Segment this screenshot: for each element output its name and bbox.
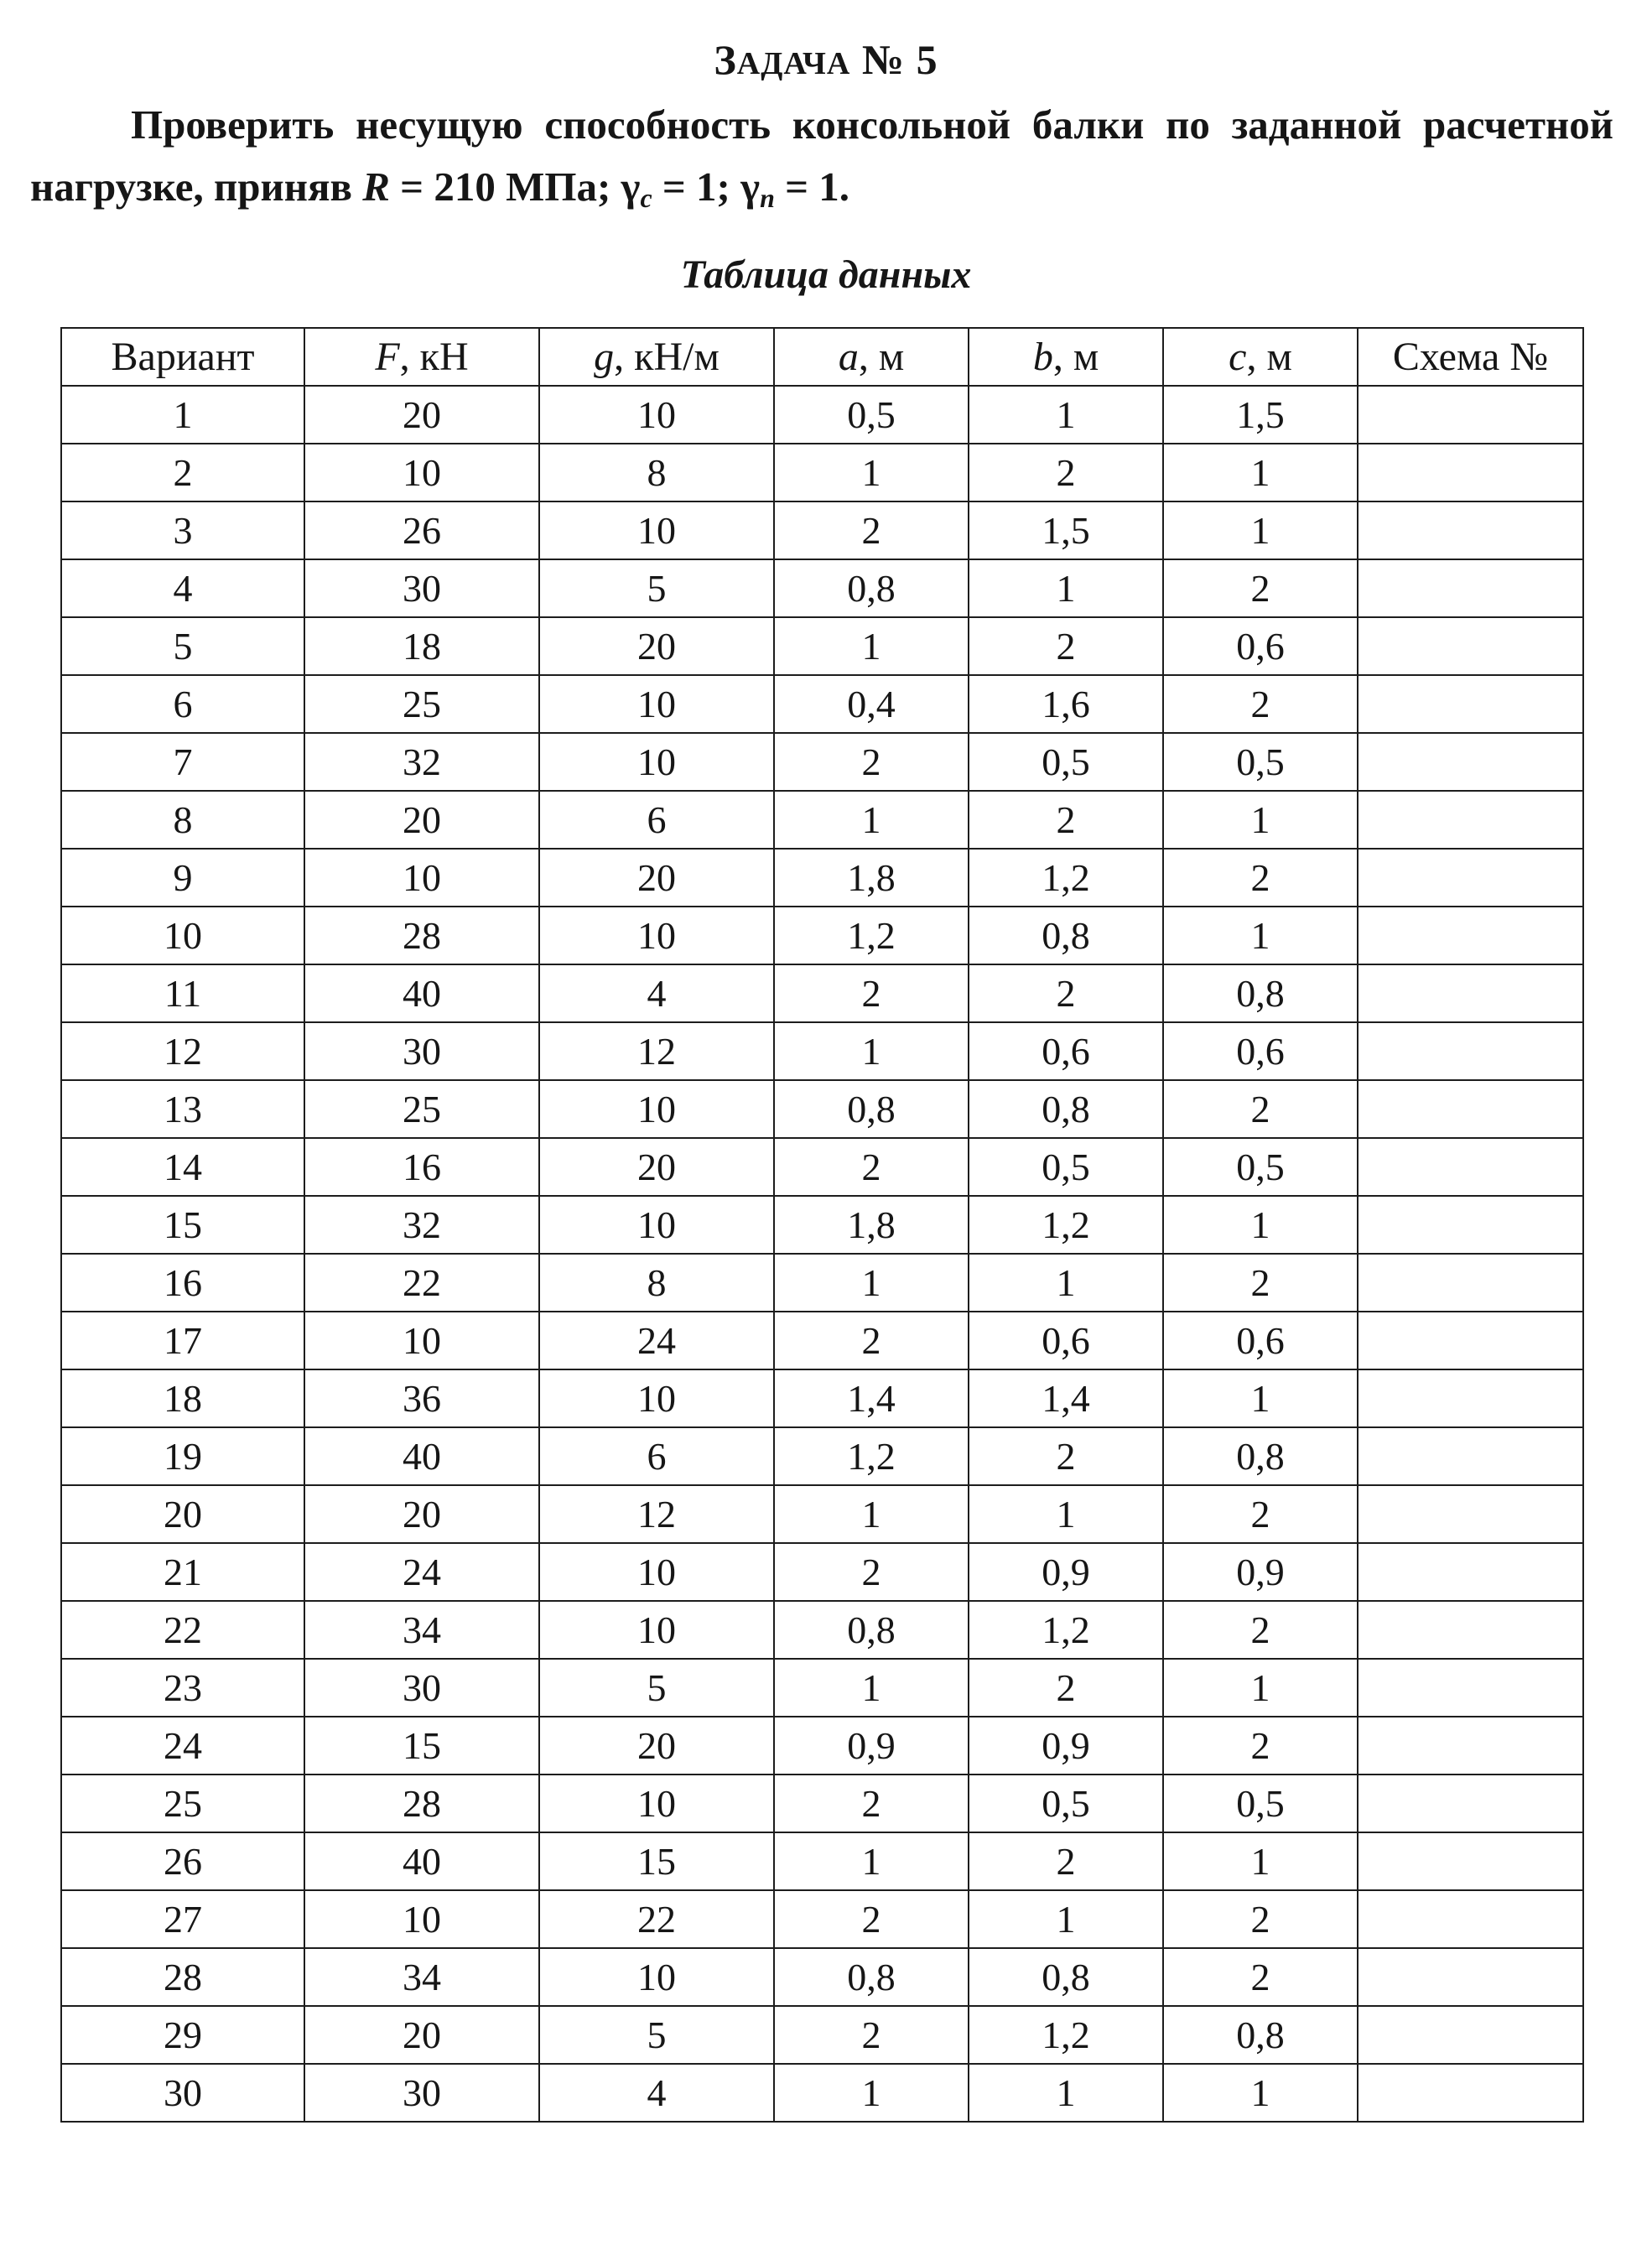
load-cell: 24 <box>539 1312 774 1369</box>
c-cell: 2 <box>1163 1948 1358 2006</box>
column-header-force <box>304 328 539 386</box>
scheme-cell <box>1358 444 1583 501</box>
c-cell: 2 <box>1163 675 1358 733</box>
force-cell: 20 <box>304 386 539 444</box>
a-cell: 0,8 <box>774 559 969 617</box>
force-cell: 28 <box>304 907 539 964</box>
variant-cell: 4 <box>61 559 304 617</box>
force-cell: 10 <box>304 1890 539 1948</box>
load-cell: 10 <box>539 1369 774 1427</box>
load-cell: 8 <box>539 1254 774 1312</box>
force-cell: 24 <box>304 1543 539 1601</box>
c-cell: 0,8 <box>1163 2006 1358 2064</box>
b-cell: 1,2 <box>969 1601 1163 1659</box>
c-cell: 2 <box>1163 1890 1358 1948</box>
c-cell: 2 <box>1163 1485 1358 1543</box>
variant-cell: 26 <box>61 1832 304 1890</box>
column-header-scheme <box>1358 328 1583 386</box>
scheme-cell <box>1358 1022 1583 1080</box>
b-cell: 0,8 <box>969 1080 1163 1138</box>
table-row <box>61 1138 1583 1196</box>
c-cell: 1 <box>1163 2064 1358 2122</box>
load-cell: 10 <box>539 1080 774 1138</box>
scheme-cell <box>1358 1601 1583 1659</box>
force-cell: 40 <box>304 1427 539 1485</box>
c-cell: 1 <box>1163 444 1358 501</box>
variant-cell: 9 <box>61 849 304 907</box>
variant-cell: 23 <box>61 1659 304 1717</box>
table-row <box>61 1717 1583 1775</box>
a-cell: 1,4 <box>774 1369 969 1427</box>
scheme-cell <box>1358 1717 1583 1775</box>
load-cell: 4 <box>539 2064 774 2122</box>
variant-cell: 7 <box>61 733 304 791</box>
statement-text-1: Проверить несущую способность консольной балки по заданной расчетной нагрузке, приняв <box>30 101 1613 210</box>
variant-cell: 8 <box>61 791 304 849</box>
a-cell: 1 <box>774 791 969 849</box>
load-cell: 12 <box>539 1022 774 1080</box>
variant-cell: 18 <box>61 1369 304 1427</box>
variant-cell: 30 <box>61 2064 304 2122</box>
force-cell: 25 <box>304 675 539 733</box>
scheme-cell <box>1358 675 1583 733</box>
scheme-cell <box>1358 1948 1583 2006</box>
scheme-cell <box>1358 501 1583 559</box>
table-row <box>61 675 1583 733</box>
c-cell: 1 <box>1163 907 1358 964</box>
a-cell: 0,8 <box>774 1601 969 1659</box>
load-cell: 10 <box>539 1601 774 1659</box>
scheme-cell <box>1358 964 1583 1022</box>
scheme-cell <box>1358 2006 1583 2064</box>
b-cell: 2 <box>969 1832 1163 1890</box>
table-row <box>61 444 1583 501</box>
a-cell: 2 <box>774 1543 969 1601</box>
force-cell: 28 <box>304 1775 539 1832</box>
b-cell: 1,2 <box>969 849 1163 907</box>
column-header-variant <box>61 328 304 386</box>
a-cell: 0,4 <box>774 675 969 733</box>
b-cell: 2 <box>969 444 1163 501</box>
c-cell: 0,8 <box>1163 1427 1358 1485</box>
variant-cell: 6 <box>61 675 304 733</box>
variant-cell: 24 <box>61 1717 304 1775</box>
c-cell: 1,5 <box>1163 386 1358 444</box>
c-cell: 1 <box>1163 1196 1358 1254</box>
force-cell: 20 <box>304 791 539 849</box>
force-cell: 32 <box>304 1196 539 1254</box>
table-row <box>61 964 1583 1022</box>
column-header-length-b <box>969 328 1163 386</box>
table-row <box>61 2006 1583 2064</box>
column-header-unit: , м <box>1052 335 1099 379</box>
force-cell: 30 <box>304 559 539 617</box>
c-cell: 1 <box>1163 1659 1358 1717</box>
scheme-cell <box>1358 1485 1583 1543</box>
statement-text-4: = 1. <box>774 164 850 210</box>
c-cell: 0,6 <box>1163 1312 1358 1369</box>
b-cell: 1 <box>969 2064 1163 2122</box>
variant-cell: 16 <box>61 1254 304 1312</box>
b-cell: 0,6 <box>969 1312 1163 1369</box>
variant-cell: 21 <box>61 1543 304 1601</box>
task-title-initial: З <box>714 36 737 83</box>
a-cell: 0,9 <box>774 1717 969 1775</box>
variant-cell: 20 <box>61 1485 304 1543</box>
force-cell: 26 <box>304 501 539 559</box>
table-row <box>61 1775 1583 1832</box>
c-cell: 2 <box>1163 1080 1358 1138</box>
b-cell: 1 <box>969 1254 1163 1312</box>
c-cell: 1 <box>1163 791 1358 849</box>
scheme-cell <box>1358 559 1583 617</box>
b-cell: 2 <box>969 617 1163 675</box>
force-cell: 40 <box>304 1832 539 1890</box>
variant-cell: 11 <box>61 964 304 1022</box>
load-cell: 6 <box>539 791 774 849</box>
load-cell: 6 <box>539 1427 774 1485</box>
a-cell: 2 <box>774 501 969 559</box>
load-cell: 22 <box>539 1890 774 1948</box>
b-cell: 0,5 <box>969 733 1163 791</box>
load-cell: 4 <box>539 964 774 1022</box>
b-cell: 0,5 <box>969 1775 1163 1832</box>
table-row <box>61 791 1583 849</box>
a-cell: 2 <box>774 733 969 791</box>
b-cell: 1,2 <box>969 2006 1163 2064</box>
table-row <box>61 2064 1583 2122</box>
variant-cell: 19 <box>61 1427 304 1485</box>
force-cell: 18 <box>304 617 539 675</box>
column-header-label: Вариант <box>111 335 255 379</box>
a-cell: 1 <box>774 1254 969 1312</box>
force-cell: 32 <box>304 733 539 791</box>
load-cell: 8 <box>539 444 774 501</box>
c-cell: 0,9 <box>1163 1543 1358 1601</box>
b-cell: 0,8 <box>969 907 1163 964</box>
scheme-cell <box>1358 1832 1583 1890</box>
force-cell: 34 <box>304 1601 539 1659</box>
force-cell: 10 <box>304 849 539 907</box>
a-cell: 1 <box>774 1485 969 1543</box>
c-cell: 0,5 <box>1163 1775 1358 1832</box>
scheme-cell <box>1358 1369 1583 1427</box>
b-cell: 1,2 <box>969 1196 1163 1254</box>
table-row <box>61 733 1583 791</box>
b-cell: 0,9 <box>969 1717 1163 1775</box>
table-caption: Таблица данных <box>680 252 972 297</box>
variant-cell: 2 <box>61 444 304 501</box>
force-cell: 30 <box>304 2064 539 2122</box>
variant-cell: 29 <box>61 2006 304 2064</box>
a-cell: 1 <box>774 1022 969 1080</box>
task-title-word: АДАЧА <box>736 46 851 81</box>
c-cell: 0,5 <box>1163 733 1358 791</box>
column-header-length-a <box>774 328 969 386</box>
force-cell: 30 <box>304 1659 539 1717</box>
table-row <box>61 501 1583 559</box>
a-cell: 2 <box>774 2006 969 2064</box>
variant-cell: 22 <box>61 1601 304 1659</box>
load-cell: 5 <box>539 559 774 617</box>
statement-gamma-c-subscript: c <box>640 183 652 213</box>
table-row <box>61 1312 1583 1369</box>
table-row <box>61 617 1583 675</box>
b-cell: 0,8 <box>969 1948 1163 2006</box>
variant-cell: 1 <box>61 386 304 444</box>
load-cell: 10 <box>539 1196 774 1254</box>
a-cell: 0,8 <box>774 1948 969 2006</box>
table-row <box>61 1601 1583 1659</box>
scheme-cell <box>1358 386 1583 444</box>
b-cell: 0,5 <box>969 1138 1163 1196</box>
c-cell: 0,5 <box>1163 1138 1358 1196</box>
force-cell: 30 <box>304 1022 539 1080</box>
force-cell: 36 <box>304 1369 539 1427</box>
a-cell: 1,2 <box>774 907 969 964</box>
scheme-cell <box>1358 1427 1583 1485</box>
scheme-cell <box>1358 1312 1583 1369</box>
b-cell: 1 <box>969 1890 1163 1948</box>
task-title-number: № 5 <box>850 36 938 83</box>
table-row <box>61 559 1583 617</box>
b-cell: 1,4 <box>969 1369 1163 1427</box>
load-cell: 12 <box>539 1485 774 1543</box>
a-cell: 2 <box>774 1890 969 1948</box>
column-header-unit: , кН/м <box>614 335 720 379</box>
load-cell: 10 <box>539 1948 774 2006</box>
load-cell: 5 <box>539 2006 774 2064</box>
a-cell: 2 <box>774 1312 969 1369</box>
variant-cell: 5 <box>61 617 304 675</box>
force-cell: 15 <box>304 1717 539 1775</box>
variant-cell: 14 <box>61 1138 304 1196</box>
b-cell: 1 <box>969 559 1163 617</box>
scheme-cell <box>1358 1890 1583 1948</box>
force-cell: 10 <box>304 444 539 501</box>
c-cell: 2 <box>1163 1601 1358 1659</box>
variant-cell: 3 <box>61 501 304 559</box>
column-header-symbol: a <box>838 335 859 379</box>
force-cell: 40 <box>304 964 539 1022</box>
column-header-symbol: g <box>594 335 615 379</box>
b-cell: 0,9 <box>969 1543 1163 1601</box>
load-cell: 10 <box>539 675 774 733</box>
scheme-cell <box>1358 2064 1583 2122</box>
scheme-cell <box>1358 849 1583 907</box>
c-cell: 1 <box>1163 1832 1358 1890</box>
load-cell: 20 <box>539 617 774 675</box>
table-row <box>61 1080 1583 1138</box>
a-cell: 1,2 <box>774 1427 969 1485</box>
scheme-cell <box>1358 617 1583 675</box>
variant-cell: 13 <box>61 1080 304 1138</box>
table-row <box>61 907 1583 964</box>
force-cell: 16 <box>304 1138 539 1196</box>
variant-cell: 15 <box>61 1196 304 1254</box>
scheme-cell <box>1358 907 1583 964</box>
load-cell: 15 <box>539 1832 774 1890</box>
c-cell: 1 <box>1163 1369 1358 1427</box>
load-cell: 10 <box>539 733 774 791</box>
b-cell: 1 <box>969 386 1163 444</box>
load-cell: 10 <box>539 386 774 444</box>
c-cell: 1 <box>1163 501 1358 559</box>
c-cell: 2 <box>1163 1717 1358 1775</box>
table-row <box>61 1832 1583 1890</box>
load-cell: 10 <box>539 1775 774 1832</box>
b-cell: 1,6 <box>969 675 1163 733</box>
task-title <box>0 36 1652 83</box>
force-cell: 22 <box>304 1254 539 1312</box>
column-header-unit: , кН <box>399 335 469 379</box>
a-cell: 1 <box>774 1659 969 1717</box>
data-table <box>60 327 1584 2123</box>
column-header-distributed-load <box>539 328 774 386</box>
a-cell: 0,5 <box>774 386 969 444</box>
table-row <box>61 1543 1583 1601</box>
load-cell: 20 <box>539 1138 774 1196</box>
b-cell: 2 <box>969 964 1163 1022</box>
load-cell: 20 <box>539 849 774 907</box>
b-cell: 1,5 <box>969 501 1163 559</box>
table-row <box>61 1254 1583 1312</box>
a-cell: 1 <box>774 2064 969 2122</box>
a-cell: 1 <box>774 444 969 501</box>
statement-r-symbol: R <box>362 164 390 210</box>
table-row <box>61 1485 1583 1543</box>
load-cell: 5 <box>539 1659 774 1717</box>
b-cell: 2 <box>969 791 1163 849</box>
load-cell: 10 <box>539 1543 774 1601</box>
column-header-unit: , м <box>1246 335 1292 379</box>
statement-gamma-n-subscript: n <box>760 183 775 213</box>
b-cell: 2 <box>969 1427 1163 1485</box>
variant-cell: 28 <box>61 1948 304 2006</box>
variant-cell: 25 <box>61 1775 304 1832</box>
scheme-cell <box>1358 1138 1583 1196</box>
table-row <box>61 849 1583 907</box>
c-cell: 0,8 <box>1163 964 1358 1022</box>
column-header-label: Схема № <box>1392 335 1549 379</box>
a-cell: 0,8 <box>774 1080 969 1138</box>
column-header-symbol: b <box>1032 335 1053 379</box>
table-row <box>61 386 1583 444</box>
table-row <box>61 1022 1583 1080</box>
scheme-cell <box>1358 1775 1583 1832</box>
scheme-cell <box>1358 1254 1583 1312</box>
a-cell: 2 <box>774 1775 969 1832</box>
a-cell: 2 <box>774 1138 969 1196</box>
scheme-cell <box>1358 1196 1583 1254</box>
c-cell: 2 <box>1163 559 1358 617</box>
c-cell: 2 <box>1163 1254 1358 1312</box>
table-header-row <box>61 328 1583 386</box>
statement-text-3: = 1; γ <box>652 164 761 210</box>
force-cell: 25 <box>304 1080 539 1138</box>
b-cell: 1 <box>969 1485 1163 1543</box>
column-header-symbol: F <box>375 335 400 379</box>
table-body <box>61 386 1583 2122</box>
b-cell: 0,6 <box>969 1022 1163 1080</box>
column-header-length-c <box>1163 328 1358 386</box>
force-cell: 34 <box>304 1948 539 2006</box>
variant-cell: 17 <box>61 1312 304 1369</box>
force-cell: 10 <box>304 1312 539 1369</box>
statement-text-2: = 210 МПа; γ <box>389 164 641 210</box>
task-statement <box>30 94 1613 229</box>
a-cell: 1,8 <box>774 849 969 907</box>
scheme-cell <box>1358 1659 1583 1717</box>
a-cell: 1 <box>774 617 969 675</box>
scheme-cell <box>1358 791 1583 849</box>
variant-cell: 27 <box>61 1890 304 1948</box>
table-row <box>61 1948 1583 2006</box>
a-cell: 1 <box>774 1832 969 1890</box>
scheme-cell <box>1358 1543 1583 1601</box>
load-cell: 10 <box>539 501 774 559</box>
c-cell: 0,6 <box>1163 1022 1358 1080</box>
variant-cell: 10 <box>61 907 304 964</box>
column-header-unit: , м <box>858 335 905 379</box>
table-row <box>61 1369 1583 1427</box>
table-row <box>61 1659 1583 1717</box>
a-cell: 1,8 <box>774 1196 969 1254</box>
b-cell: 2 <box>969 1659 1163 1717</box>
table-row <box>61 1196 1583 1254</box>
scheme-cell <box>1358 1080 1583 1138</box>
load-cell: 10 <box>539 907 774 964</box>
load-cell: 20 <box>539 1717 774 1775</box>
c-cell: 2 <box>1163 849 1358 907</box>
column-header-symbol: c <box>1229 335 1247 379</box>
force-cell: 20 <box>304 2006 539 2064</box>
variant-cell: 12 <box>61 1022 304 1080</box>
a-cell: 2 <box>774 964 969 1022</box>
table-row <box>61 1427 1583 1485</box>
c-cell: 0,6 <box>1163 617 1358 675</box>
scheme-cell <box>1358 733 1583 791</box>
force-cell: 20 <box>304 1485 539 1543</box>
table-row <box>61 1890 1583 1948</box>
